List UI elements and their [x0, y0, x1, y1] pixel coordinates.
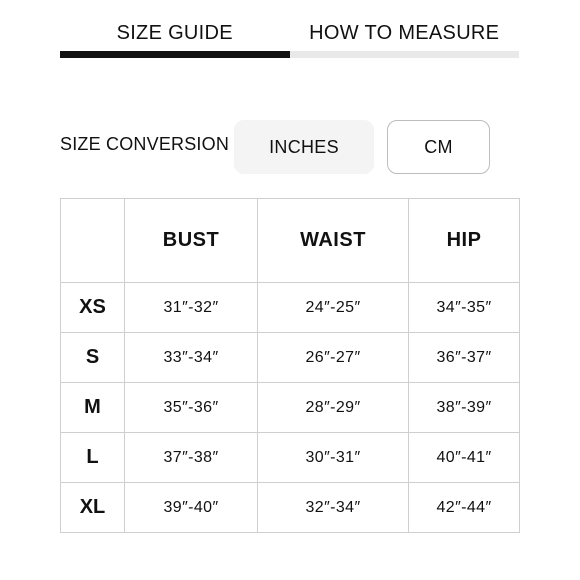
size-label: XL	[61, 483, 125, 533]
bust-value: 39″-40″	[125, 483, 258, 533]
table-row	[61, 333, 520, 383]
table-row	[61, 483, 520, 533]
bust-value: 37″-38″	[125, 433, 258, 483]
waist-value: 30″-31″	[258, 433, 409, 483]
tab-size-guide-label: SIZE GUIDE	[116, 22, 233, 44]
size-conversion-label: SIZE CONVERSION	[60, 134, 230, 154]
hip-value: 38″-39″	[409, 383, 520, 433]
waist-value: 26″-27″	[258, 333, 409, 383]
waist-value: 24″-25″	[258, 283, 409, 333]
size-label: S	[61, 333, 125, 383]
table-row	[61, 433, 520, 483]
tab-how-to-measure-label: HOW TO MEASURE	[309, 22, 500, 44]
bust-value: 35″-36″	[125, 383, 258, 433]
header-waist: WAIST	[258, 199, 409, 283]
table-row	[61, 283, 520, 333]
bust-value: 33″-34″	[125, 333, 258, 383]
waist-value: 32″-34″	[258, 483, 409, 533]
waist-value: 28″-29″	[258, 383, 409, 433]
tab-how-to-measure[interactable]	[290, 0, 520, 58]
hip-value: 34″-35″	[409, 283, 520, 333]
hip-value: 42″-44″	[409, 483, 520, 533]
hip-value: 40″-41″	[409, 433, 520, 483]
size-label: L	[61, 433, 125, 483]
size-label: XS	[61, 283, 125, 333]
tab-bar	[60, 0, 519, 58]
bust-value: 31″-32″	[125, 283, 258, 333]
hip-value: 36″-37″	[409, 333, 520, 383]
size-table	[60, 198, 520, 533]
cm-button[interactable]: CM	[387, 120, 490, 174]
header-bust: BUST	[125, 199, 258, 283]
size-label: M	[61, 383, 125, 433]
header-corner-cell	[61, 199, 125, 283]
tab-size-guide[interactable]	[60, 0, 290, 58]
table-header-row	[61, 199, 520, 283]
table-row	[61, 383, 520, 433]
inches-button[interactable]: INCHES	[234, 120, 374, 174]
header-hip: HIP	[409, 199, 520, 283]
